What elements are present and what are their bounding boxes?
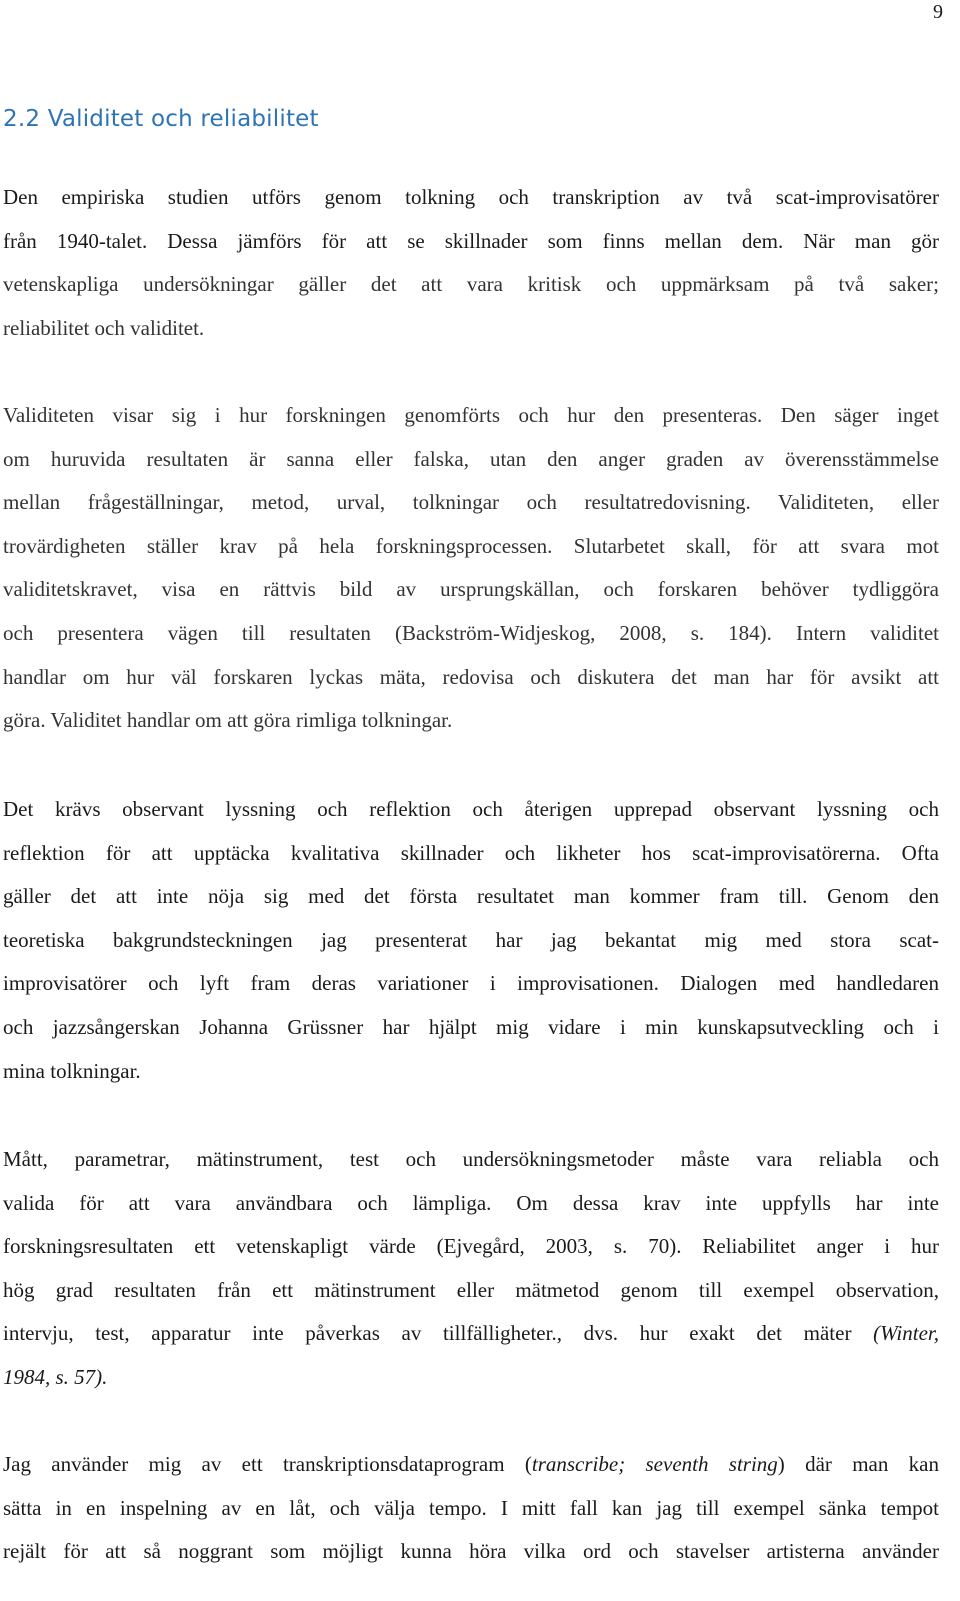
- program-name-italic: transcribe; seventh string: [531, 1452, 778, 1476]
- paragraph-line: reliabilitet och validitet.: [3, 315, 205, 340]
- paragraph-line: Den empiriska studien utförs genom tolkning och transkription av två scat-improvisatörer: [3, 185, 939, 209]
- paragraph-validity: [3, 394, 939, 743]
- paragraph-intro: [3, 176, 939, 350]
- paragraph-line: från 1940-talet. Dessa jämförs för att se skillnader som finns mellan dem. När man gör: [3, 228, 939, 253]
- line-text: intervju, test, apparatur inte påverkas av tillfälligheter., dvs. hur exakt det mäter: [3, 1321, 874, 1346]
- page-number: 9: [933, 1, 943, 23]
- paragraph-line: Validiteten visar sig i hur forskningen genomförts och hur den presenteras. Den säger inget: [3, 403, 939, 427]
- paragraph-line: reflektion för att upptäcka kvalitativa skillnader och likheter hos scat-improvisatörerna. Ofta: [3, 840, 939, 865]
- citation-italic: 1984, s. 57).: [3, 1364, 108, 1389]
- paragraph-line: och presentera vägen till resultaten (Backström-Widjeskog, 2008, s. 184). Intern validitet: [3, 620, 939, 645]
- paragraph-line: göra. Validitet handlar om att göra rimliga tolkningar.: [3, 708, 453, 733]
- line-text: ) där man kan: [777, 1452, 939, 1476]
- paragraph-line: Mått, parametrar, mätinstrument, test och undersökningsmetoder måste vara reliabla och: [3, 1147, 939, 1171]
- paragraph-line: improvisatörer och lyft fram deras variationer i improvisationen. Dialogen med handledaren: [3, 971, 939, 996]
- paragraph-line: vetenskapliga undersökningar gäller det att vara kritisk och uppmärksam på två saker;: [3, 272, 939, 297]
- paragraph-line: mina tolkningar.: [3, 1058, 141, 1083]
- paragraph-line: [3, 1443, 939, 1487]
- paragraph-line: rejält för att så noggrant som möjligt kunna höra vilka ord och stavelser artisterna använder: [3, 1539, 939, 1564]
- paragraph-line: forskningsresultaten ett vetenskapligt värde (Ejvegård, 2003, s. 70). Reliabilitet anger i hur: [3, 1234, 939, 1259]
- paragraph-line: hög grad resultaten från ett mätinstrument eller mätmetod genom till exempel observation,: [3, 1277, 939, 1302]
- paragraph-line: valida för att vara användbara och lämpliga. Om dessa krav inte uppfylls har inte: [3, 1190, 939, 1215]
- paragraph-reliability: [3, 1138, 939, 1400]
- line-text: Jag använder mig av ett transkriptionsdataprogram (: [3, 1452, 532, 1476]
- paragraph-line: sätta in en inspelning av en låt, och välja tempo. I mitt fall kan jag till exempel sänka tempot: [3, 1495, 939, 1520]
- paragraph-line: [3, 1356, 939, 1400]
- paragraph-line: om huruvida resultaten är sanna eller falska, utan den anger graden av överensstämmelse: [3, 446, 939, 471]
- paragraph-listening: [3, 788, 939, 1093]
- paragraph-line: validitetskravet, visa en rättvis bild av ursprungskällan, och forskaren behöver tydliggöra: [3, 577, 939, 602]
- paragraph-line: handlar om hur väl forskaren lyckas mäta, redovisa och diskutera det man har för avsikt att: [3, 664, 939, 689]
- citation-italic: (Winter,: [873, 1321, 939, 1346]
- paragraph-line: mellan frågeställningar, metod, urval, tolkningar och resultatredovisning. Validiteten, eller: [3, 490, 939, 515]
- paragraph-line: och jazzsångerskan Johanna Grüssner har hjälpt mig vidare i min kunskapsutveckling och i: [3, 1014, 939, 1039]
- paragraph-line: gäller det att inte nöja sig med det första resultatet man kommer fram till. Genom den: [3, 884, 939, 909]
- paragraph-line: teoretiska bakgrundsteckningen jag presenterat har jag bekantat mig med stora scat-: [3, 927, 939, 952]
- section-heading: 2.2 Validitet och reliabilitet: [3, 106, 319, 132]
- paragraph-line: Det krävs observant lyssning och reflektion och återigen upprepad observant lyssning och: [3, 797, 939, 821]
- paragraph-transcription: [3, 1443, 939, 1574]
- paragraph-line: trovärdigheten ställer krav på hela forskningsprocessen. Slutarbetet skall, för att svara mot: [3, 533, 939, 558]
- paragraph-line: [3, 1312, 939, 1356]
